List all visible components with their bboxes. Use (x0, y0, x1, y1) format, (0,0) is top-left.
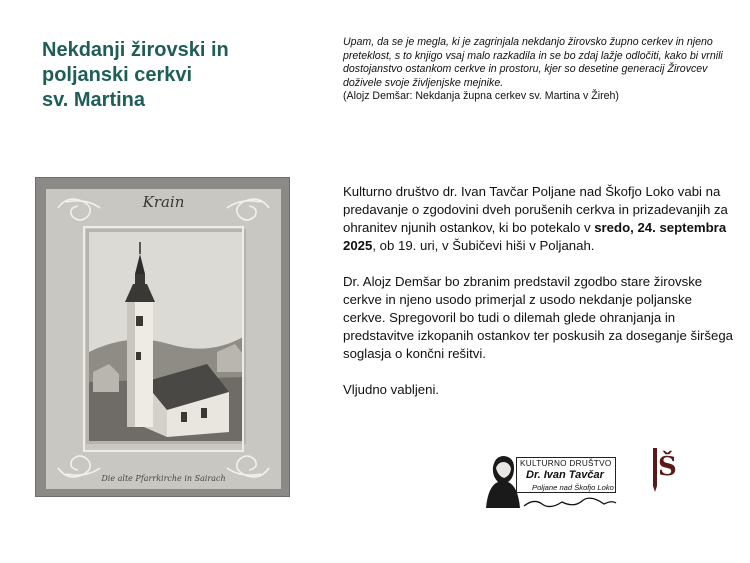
photo-handwritten-caption: Die alte Pfarrkirche in Sairach (101, 474, 226, 483)
society-logo (482, 452, 618, 510)
right-logo (650, 446, 682, 516)
society-logo-line-1: KULTURNO DRUŠTVO (520, 459, 612, 468)
society-logo-line-3: Poljane nad Škofjo Loko (532, 483, 614, 492)
title-line-3: sv. Martina (42, 89, 145, 111)
invitation-p1-start: Kulturno društvo dr. Ivan Tavčar Poljane nad Škofjo Loko vabi na predavanje o zgodovini dveh porušenih cerkva in prizadevanjih za ohranitev njunih ostankov, ki bo potekalo v (343, 184, 728, 235)
quote-block (343, 36, 738, 104)
photo-handwritten-title: Krain (142, 193, 185, 211)
invitation-text (343, 183, 738, 417)
page-title (42, 38, 302, 113)
invitation-closing: Vljudno vabljeni. (343, 382, 440, 397)
ornamental-frame (36, 178, 291, 498)
invitation-paragraph-2: Dr. Alojz Demšar bo zbranim predstavil zgodbo stare žirovske cerkve in njeno usodo primerjal z usodo nekdanje poljanske cerkve. Spregovoril bo tudi o dilemah glede ohranjanja in predstavitve izkopanih ostankov ter poskusih za doseganje širšega soglasja o končni rešitvi. (343, 274, 733, 361)
historic-photo (35, 177, 290, 497)
event-date: sredo, 24. septembra 2025 (343, 220, 727, 253)
right-logo-letter: Š (658, 452, 677, 482)
quote-text: Upam, da se je megla, ki je zagrinjala nekdanjo žirovsko župno cerkev in njeno preteklost, s to knjigo vsaj malo razkadila in se bo zdaj lažje odločiti, kako bi vrnili dostojanstvo ostankom cerkve in prostoru, kjer so desetine generacij Žirovcev doživele svoje življenjske mejnike. (343, 36, 723, 89)
signature-icon (522, 496, 618, 510)
invitation-p1-end: , ob 19. uri, v Šubičevi hiši v Poljanah. (372, 238, 595, 253)
quote-source: (Alojz Demšar: Nekdanja župna cerkev sv. Martina v Žireh) (343, 90, 619, 103)
title-line-2: poljanski cerkvi (42, 64, 193, 86)
invitation-paragraph-1 (343, 183, 738, 255)
society-logo-line-2: Dr. Ivan Tavčar (526, 469, 604, 481)
title-line-1: Nekdanji žirovski in (42, 39, 229, 61)
